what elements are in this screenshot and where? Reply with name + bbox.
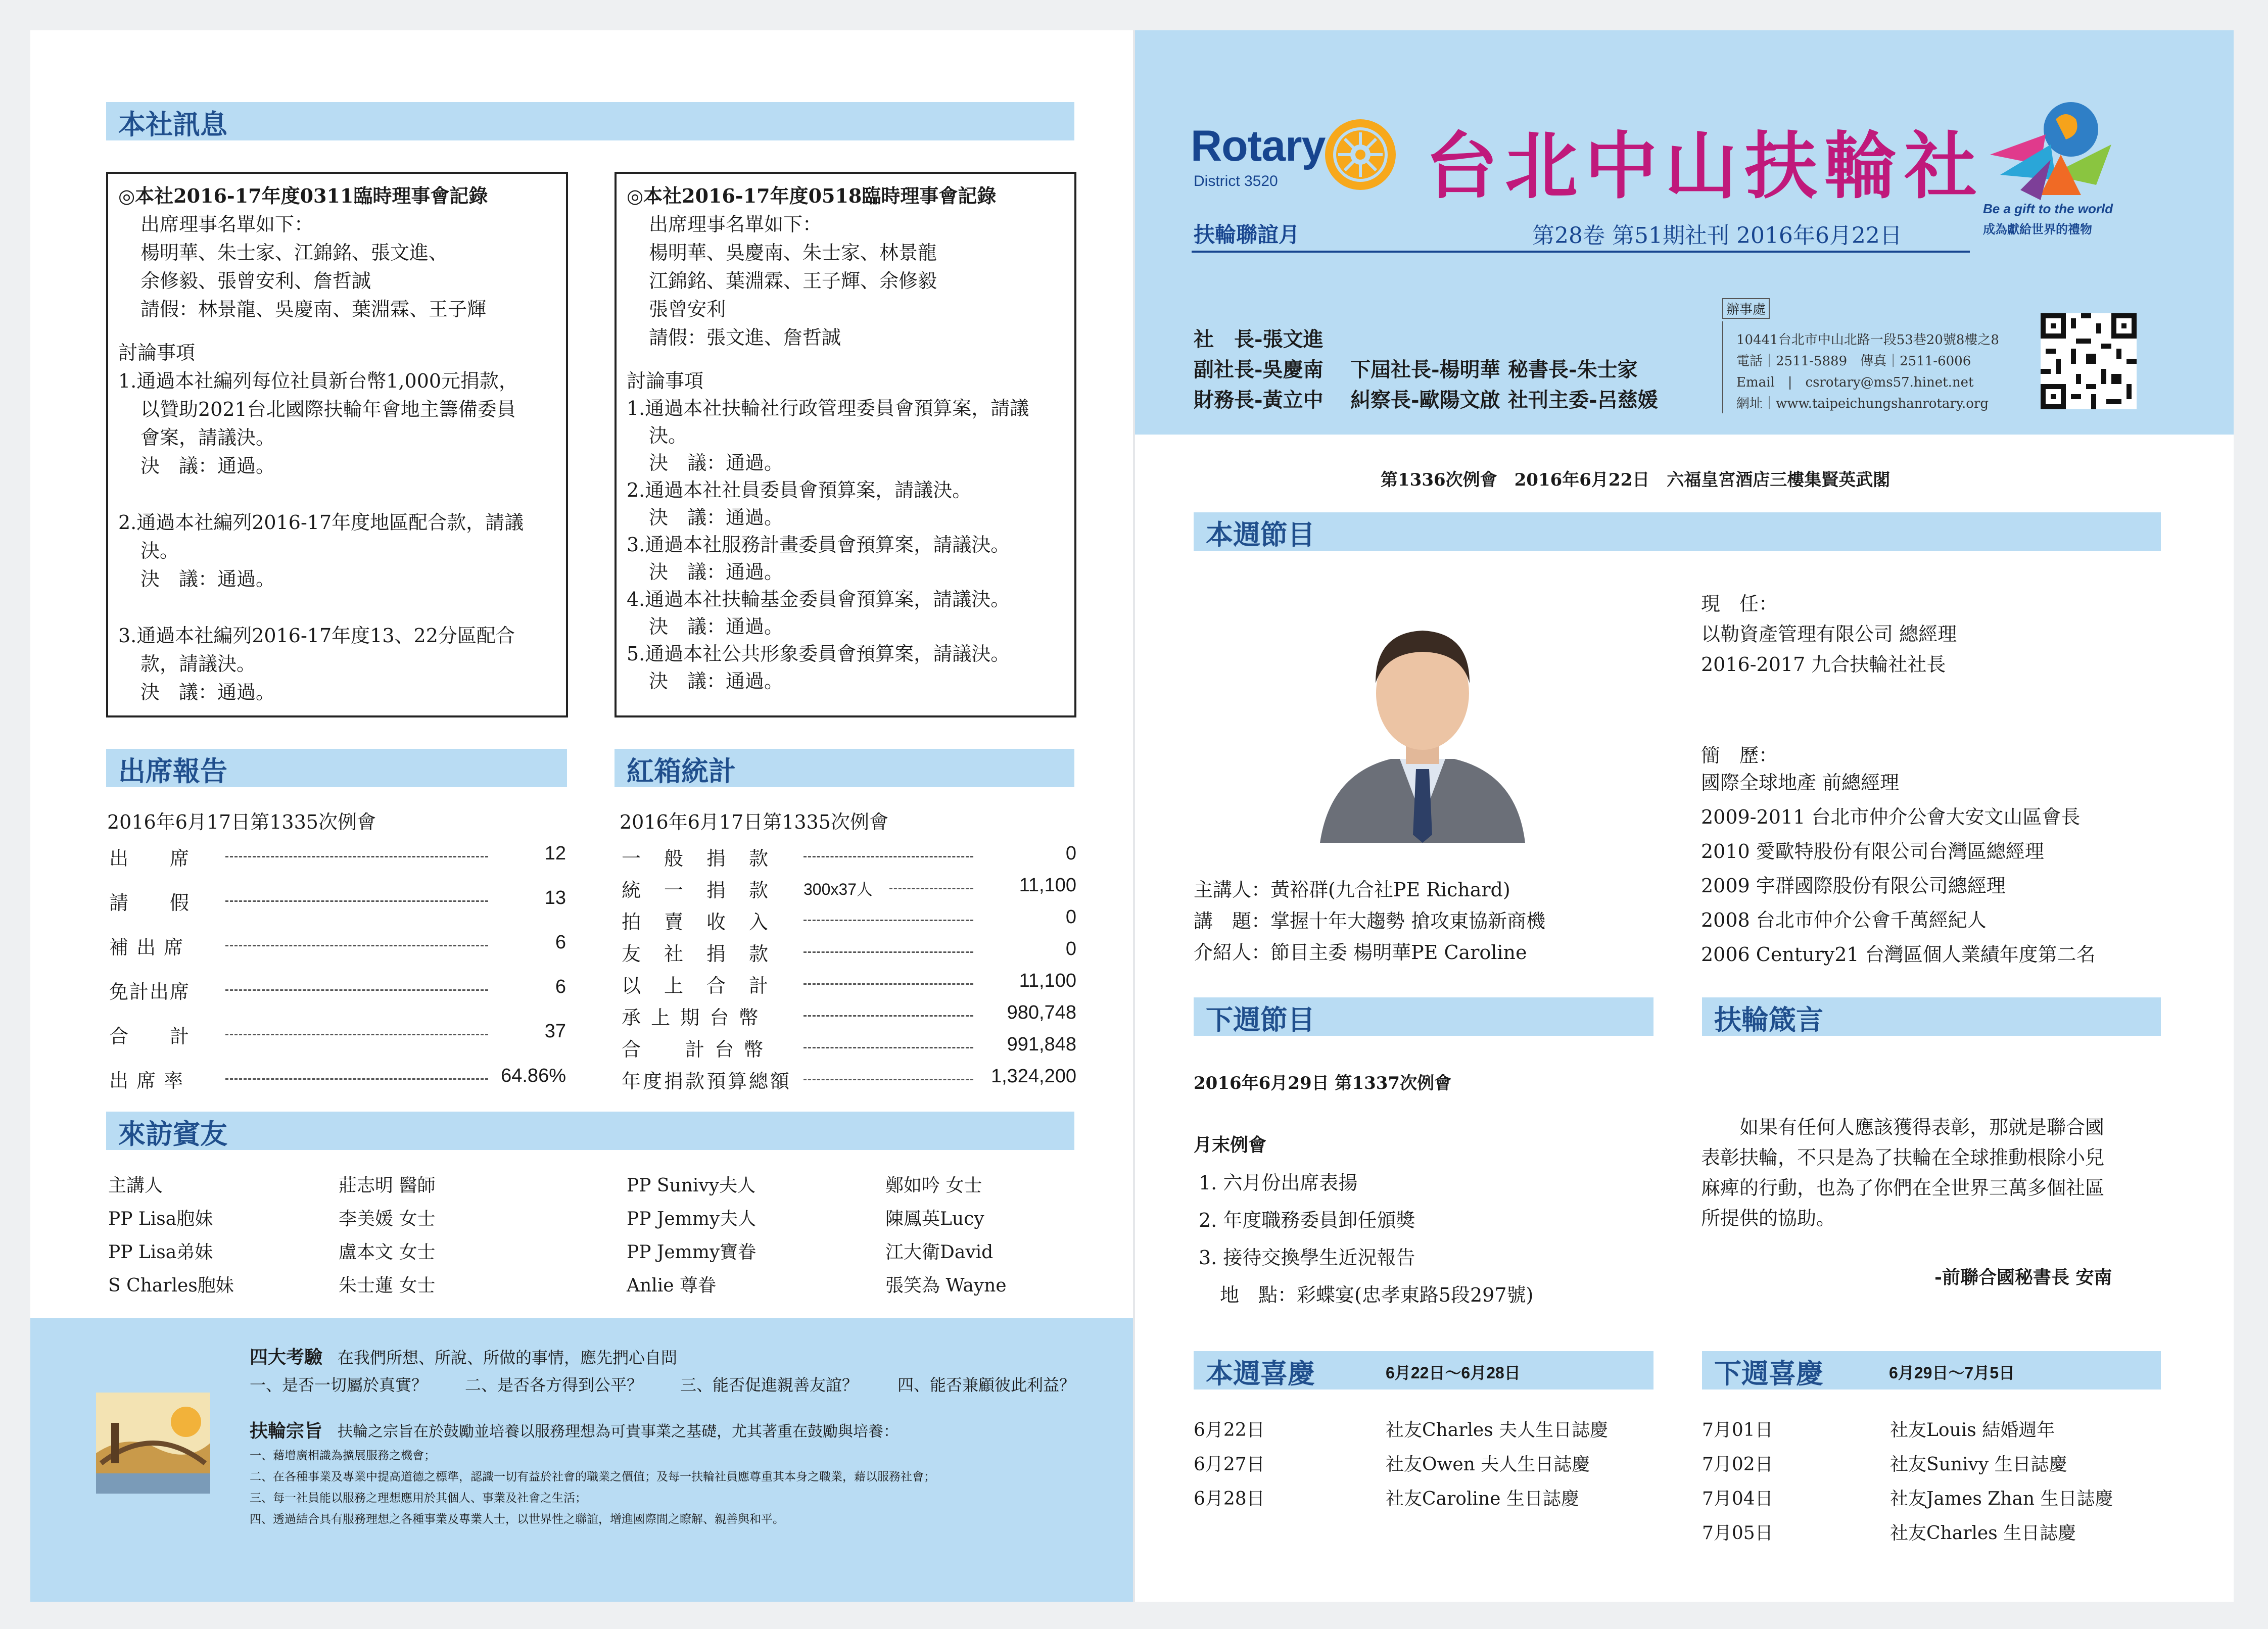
officer-entry: 秘書長-朱士家 bbox=[1508, 358, 1638, 381]
object-item: 一、藉增廣相識為擴展服務之機會； bbox=[250, 1449, 436, 1462]
red-box-meeting: 2016年6月17日第1335次例會 bbox=[620, 811, 888, 833]
guest-name: PP Lisa弟妹 bbox=[108, 1242, 213, 1263]
red-box-value: 980,748 bbox=[1007, 1002, 1076, 1023]
next-place: 地 點：彩蝶宴(忠孝東路5段297號) bbox=[1220, 1284, 1534, 1306]
leader-dots bbox=[889, 888, 973, 889]
guest-name: 朱士蓮 女士 bbox=[339, 1275, 436, 1296]
section-title: 本週節目 bbox=[1206, 519, 1315, 551]
agenda-item: 決 議：通過。 bbox=[649, 615, 784, 638]
board-minutes-box-2 bbox=[615, 172, 1076, 717]
quote-line: 所提供的協助。 bbox=[1701, 1207, 1836, 1229]
agenda-item: 決 議：通過。 bbox=[140, 455, 275, 477]
guest-name: PP Lisa胞妹 bbox=[108, 1209, 213, 1229]
red-box-label: 一 般 捐 款 bbox=[622, 847, 771, 870]
speaker-photo bbox=[1315, 582, 1530, 843]
celebration-text: 社友James Zhan 生日誌慶 bbox=[1890, 1489, 2113, 1509]
leader-dots bbox=[804, 983, 973, 985]
agenda-item: 3.通過本社編列2016-17年度13、22分區配合 bbox=[118, 625, 515, 647]
footer-illustration bbox=[96, 1393, 210, 1494]
box-line: 請假：林景龍、吳慶南、葉淵霖、王子輝 bbox=[140, 298, 487, 320]
celebration-range: 6月22日～6月28日 bbox=[1386, 1364, 1521, 1382]
agenda-item: 款，請議決。 bbox=[140, 653, 256, 675]
guest-name: PP Jemmy夫人 bbox=[627, 1209, 757, 1229]
section-title: 紅箱統計 bbox=[627, 755, 736, 787]
club-name: 台北中山扶輪社 bbox=[1425, 124, 1984, 209]
attendance-value: 37 bbox=[544, 1021, 566, 1042]
page-gutter-left bbox=[0, 0, 30, 1629]
celebration-date: 7月01日 bbox=[1702, 1420, 1773, 1441]
attendance-label: 請 假 bbox=[109, 892, 191, 914]
box-line: 楊明華、吳慶南、朱士家、林景龍 bbox=[649, 242, 937, 264]
celebration-text: 社友Louis 結婚週年 bbox=[1890, 1420, 2055, 1441]
box-line: 余修毅、張曾安利、詹哲誠 bbox=[140, 270, 371, 292]
quote-line: 麻痺的行動，也為了你們在全世界三萬多個社區 bbox=[1701, 1177, 2105, 1199]
officer-entry: 下屆社長-楊明華 bbox=[1350, 358, 1500, 381]
agenda-item: 4.通過本社扶輪基金委員會預算案，請議決。 bbox=[627, 588, 1010, 610]
red-box-label: 拍 賣 收 入 bbox=[622, 911, 771, 933]
celebration-date: 7月05日 bbox=[1702, 1523, 1773, 1544]
red-box-value: 11,100 bbox=[1019, 970, 1076, 991]
current-role: 以勒資產管理有限公司 總經理 bbox=[1701, 623, 1957, 645]
rotary-wordmark: Rotary bbox=[1191, 122, 1326, 170]
bio-title: 簡 歷： bbox=[1701, 744, 1778, 766]
guest-name: 張笑為 Wayne bbox=[885, 1275, 1007, 1296]
box-line: 江錦銘、葉淵霖、王子輝、余修毅 bbox=[649, 270, 937, 292]
celebration-text: 社友Charles 生日誌慶 bbox=[1890, 1523, 2076, 1544]
agenda-item: 2.通過本社編列2016-17年度地區配合款，請議 bbox=[118, 511, 524, 534]
section-quote bbox=[1702, 997, 2161, 1036]
bio-line: 2009-2011 台北市仲介公會大安文山區會長 bbox=[1701, 806, 2081, 828]
object-item: 四、透過結合具有服務理想之各種事業及專業人士，以世界性之聯誼，增進國際間之瞭解、親善與和平。 bbox=[250, 1513, 784, 1526]
guest-name: 主講人 bbox=[108, 1175, 163, 1196]
agenda-item: 3.通過本社服務計畫委員會預算案，請議決。 bbox=[627, 534, 1010, 556]
red-box-label: 友 社 捐 款 bbox=[622, 943, 771, 965]
red-box-value: 11,100 bbox=[1019, 875, 1076, 896]
four-way-test-title: 四大考驗 bbox=[250, 1347, 323, 1368]
celebration-text: 社友Caroline 生日誌慶 bbox=[1386, 1489, 1579, 1509]
object-of-rotary-intro: 扶輪之宗旨在於鼓勵並培養以服務理想為可貴事業之基礎，尤其著重在鼓勵與培養： bbox=[338, 1423, 899, 1441]
guest-name: 莊志明 醫師 bbox=[339, 1175, 436, 1196]
attendance-value: 13 bbox=[544, 887, 566, 908]
theme-logo-icon bbox=[1990, 99, 2116, 200]
agenda-item: 決 議：通過。 bbox=[649, 670, 784, 692]
red-box-value: 0 bbox=[1065, 906, 1076, 928]
leader-dots bbox=[225, 1078, 488, 1080]
leader-dots bbox=[225, 900, 488, 902]
page-gutter-bottom bbox=[0, 1602, 2268, 1629]
agenda-item: 決 議：通過。 bbox=[649, 452, 784, 474]
agenda-item: 1.通過本社編列每位社員新台幣1,000元捐款， bbox=[118, 370, 518, 392]
red-box-value: 1,324,200 bbox=[990, 1066, 1076, 1087]
office-label: 辦事處 bbox=[1722, 298, 1770, 319]
agenda-item: 5.通過本社公共形象委員會預算案，請議決。 bbox=[627, 643, 1010, 665]
agenda-item: 以贊助2021台北國際扶輪年會地主籌備委員 bbox=[140, 398, 516, 420]
section-program bbox=[1194, 512, 2161, 551]
attendance-label: 補 出 席 bbox=[109, 936, 184, 959]
current-title: 現 任： bbox=[1701, 593, 1778, 615]
red-box-label: 合 計 台 幣 bbox=[622, 1038, 766, 1061]
next-item: 1. 六月份出席表揚 bbox=[1199, 1172, 1358, 1194]
office-bracket bbox=[1722, 321, 1723, 413]
agenda-item: 1.通過本社扶輪社行政管理委員會預算案，請議 bbox=[627, 397, 1029, 419]
section-title: 扶輪箴言 bbox=[1714, 1004, 1823, 1036]
leader-dots bbox=[225, 989, 488, 991]
four-way-item: 三、能否促進親善友誼？ bbox=[680, 1375, 859, 1395]
four-way-item: 二、是否各方得到公平？ bbox=[465, 1375, 643, 1395]
red-box-label: 年度捐款預算總額 bbox=[622, 1070, 792, 1092]
attendance-meeting: 2016年6月17日第1335次例會 bbox=[107, 811, 376, 833]
attendance-label: 免計出席 bbox=[109, 981, 191, 1003]
guest-name: 江大衛David bbox=[885, 1242, 994, 1263]
section-title: 本社訊息 bbox=[118, 109, 227, 140]
next-meeting-date: 2016年6月29日 第1337次例會 bbox=[1194, 1073, 1452, 1093]
bio-line: 2008 台北市仲介公會千萬經紀人 bbox=[1701, 909, 1987, 931]
agenda-item: 會案，請議決。 bbox=[140, 426, 275, 449]
red-box-value: 0 bbox=[1065, 938, 1076, 960]
guest-name: PP Sunivy夫人 bbox=[627, 1175, 756, 1196]
box-line: 請假：張文進、詹哲誠 bbox=[649, 326, 841, 349]
bio-line: 2010 愛歐特股份有限公司台灣區總經理 bbox=[1701, 840, 2044, 863]
section-title: 本週喜慶 bbox=[1206, 1358, 1315, 1390]
four-way-item: 一、是否一切屬於真實？ bbox=[250, 1375, 428, 1395]
rotary-wheel-icon bbox=[1320, 114, 1401, 195]
attendance-value: 64.86% bbox=[501, 1065, 566, 1086]
current-role: 2016-2017 九合扶輪社社長 bbox=[1701, 653, 1946, 676]
meeting-info: 第1336次例會 2016年6月22日 六福皇宮酒店三樓集賢英武閣 bbox=[1381, 470, 1891, 490]
celebration-date: 6月28日 bbox=[1194, 1489, 1265, 1509]
board-minutes-box-1 bbox=[106, 172, 568, 717]
speaker-portrait bbox=[1315, 582, 1530, 843]
bio-line: 2006 Century21 台灣區個人業績年度第二名 bbox=[1701, 943, 2096, 966]
guest-name: PP Jemmy寶眷 bbox=[627, 1242, 757, 1263]
leader-dots bbox=[225, 856, 488, 857]
celebration-text: 社友Sunivy 生日誌慶 bbox=[1890, 1454, 2067, 1475]
guest-name: S Charles胞妹 bbox=[108, 1275, 234, 1296]
bio-line: 國際全球地產 前總經理 bbox=[1701, 772, 1900, 794]
masthead-rule bbox=[1192, 251, 1970, 253]
agenda-item: 決 議：通過。 bbox=[649, 561, 784, 583]
agenda-item: 決 議：通過。 bbox=[140, 681, 275, 703]
section-next-program bbox=[1194, 997, 1653, 1036]
box-line: 出席理事名單如下： bbox=[649, 213, 822, 235]
section-celebration-next-week bbox=[1702, 1351, 2161, 1390]
officer-entry: 糾察長-歐陽文啟 bbox=[1350, 388, 1500, 412]
topic-line: 講 題：掌握十年大趨勢 搶攻東協新商機 bbox=[1194, 910, 1546, 932]
theme-chinese: 成為獻給世界的禮物 bbox=[1983, 222, 2092, 236]
agenda-item: 決。 bbox=[649, 424, 688, 447]
celebration-date: 6月27日 bbox=[1194, 1454, 1265, 1475]
attendance-value: 6 bbox=[555, 932, 566, 953]
quote-line: 表彰扶輪，不只是為了扶輪在全球推動根除小兒 bbox=[1701, 1146, 2105, 1169]
page-gutter-right bbox=[2234, 0, 2268, 1629]
red-box-label: 以 上 合 計 bbox=[622, 975, 771, 997]
celebration-range: 6月29日～7月5日 bbox=[1889, 1364, 2015, 1382]
box-line: 楊明華、朱士家、江錦銘、張文進、 bbox=[140, 242, 448, 264]
agenda-item: 決。 bbox=[140, 540, 179, 562]
leader-dots bbox=[804, 1015, 973, 1017]
section-title: 下週節目 bbox=[1206, 1004, 1315, 1036]
agenda-item: 決 議：通過。 bbox=[649, 506, 784, 529]
section-title: 來訪賓友 bbox=[118, 1118, 227, 1150]
officer-entry: 財務長-黃立中 bbox=[1194, 388, 1324, 412]
leader-dots bbox=[804, 1047, 973, 1048]
red-box-value: 991,848 bbox=[1007, 1034, 1076, 1055]
attendance-value: 6 bbox=[555, 976, 566, 997]
agenda-item: 2.通過本社社員委員會預算案，請議決。 bbox=[627, 479, 972, 501]
section-red-box bbox=[615, 749, 1074, 787]
attendance-label: 合 計 bbox=[109, 1025, 191, 1047]
four-way-item: 四、能否兼顧彼此利益？ bbox=[897, 1375, 1076, 1395]
section-club-news bbox=[106, 102, 1074, 140]
red-box-value: 0 bbox=[1065, 843, 1076, 864]
issue-info: 第28卷 第51期社刊 2016年6月22日 bbox=[1532, 223, 1902, 249]
celebration-date: 6月22日 bbox=[1194, 1420, 1265, 1441]
bio-line: 2009 宇群國際股份有限公司總經理 bbox=[1701, 875, 2006, 897]
red-box-label: 統 一 捐 款 bbox=[622, 879, 771, 901]
agenda-title: 討論事項 bbox=[627, 370, 704, 392]
section-celebration-this-week bbox=[1194, 1351, 1653, 1390]
theme-english: Be a gift to the world bbox=[1983, 201, 2113, 216]
section-title: 下週喜慶 bbox=[1714, 1358, 1823, 1390]
leader-dots bbox=[804, 920, 973, 921]
red-box-note: 300x37人 bbox=[804, 880, 873, 898]
box-heading: ◎本社2016-17年度0518臨時理事會記錄 bbox=[627, 184, 997, 207]
celebration-date: 7月02日 bbox=[1702, 1454, 1773, 1475]
month-theme: 扶輪聯誼月 bbox=[1194, 222, 1300, 247]
landscape-image bbox=[96, 1393, 210, 1494]
office-address: 10441台北市中山北路一段53巷20號8樓之8 bbox=[1736, 332, 1999, 348]
speaker-line: 主講人：黃裕群(九合社PE Richard) bbox=[1194, 879, 1510, 901]
office-email: Email | csrotary@ms57.hinet.net bbox=[1736, 375, 1974, 390]
agenda-title: 討論事項 bbox=[118, 342, 196, 364]
quote-line: 如果有任何人應該獲得表彰，那就是聯合國 bbox=[1701, 1116, 2105, 1138]
office-website: 網址｜www.taipeichungshanrotary.org bbox=[1736, 396, 1989, 411]
attendance-label: 出 席 率 bbox=[109, 1070, 184, 1092]
attendance-label: 出 席 bbox=[109, 847, 191, 870]
four-way-test-intro: 在我們所想、所說、所做的事情，應先捫心自問 bbox=[338, 1348, 678, 1367]
office-phone: 電話｜2511-5889 傳真｜2511-6006 bbox=[1736, 354, 1971, 369]
celebration-text: 社友Owen 夫人生日誌慶 bbox=[1386, 1454, 1590, 1475]
officer-entry: 社 長-張文進 bbox=[1194, 327, 1324, 351]
celebration-text: 社友Charles 夫人生日誌慶 bbox=[1386, 1420, 1609, 1441]
agenda-item: 決 議：通過。 bbox=[140, 568, 275, 590]
guest-name: 盧本文 女士 bbox=[339, 1242, 436, 1263]
quote-author: -前聯合國秘書長 安南 bbox=[1934, 1267, 2112, 1288]
guest-name: Anlie 尊眷 bbox=[627, 1275, 716, 1296]
leader-dots bbox=[225, 1034, 488, 1035]
object-of-rotary-title: 扶輪宗旨 bbox=[250, 1420, 323, 1442]
next-item: 2. 年度職務委員卸任頒獎 bbox=[1199, 1209, 1415, 1231]
page-gutter-top bbox=[0, 0, 2268, 30]
red-box-label: 承 上 期 台 幣 bbox=[622, 1007, 761, 1029]
object-item: 三、每一社員能以服務之理想應用於其個人、事業及社會之生活； bbox=[250, 1492, 587, 1505]
leader-dots bbox=[225, 945, 488, 946]
qr-code-icon bbox=[2041, 313, 2137, 409]
object-item: 二、在各種事業及專業中提高道德之標準，認識一切有益於社會的職業之價值；及每一扶輪社員應尊重其本身之職業，藉以服務社會； bbox=[250, 1470, 935, 1483]
guest-name: 李美媛 女士 bbox=[339, 1209, 436, 1229]
box-line: 張曾安利 bbox=[649, 298, 726, 320]
officer-entry: 社刊主委-呂慈媛 bbox=[1508, 388, 1658, 412]
celebration-date: 7月04日 bbox=[1702, 1489, 1773, 1509]
next-item: 3. 接待交換學生近況報告 bbox=[1199, 1247, 1415, 1269]
guest-name: 陳鳳英Lucy bbox=[885, 1209, 984, 1229]
box-line: 出席理事名單如下： bbox=[140, 213, 314, 235]
leader-dots bbox=[804, 856, 973, 857]
district-label: District 3520 bbox=[1194, 173, 1278, 189]
section-guests bbox=[106, 1112, 1074, 1150]
next-subtitle: 月末例會 bbox=[1194, 1134, 1267, 1156]
section-attendance bbox=[106, 749, 567, 787]
section-title: 出席報告 bbox=[118, 755, 227, 787]
attendance-value: 12 bbox=[544, 843, 566, 864]
guest-name: 鄭如吟 女士 bbox=[885, 1175, 982, 1196]
leader-dots bbox=[804, 1079, 973, 1080]
introducer-line: 介紹人：節目主委 楊明華PE Caroline bbox=[1194, 941, 1527, 964]
officer-entry: 副社長-吳慶南 bbox=[1194, 358, 1324, 381]
box-heading: ◎本社2016-17年度0311臨時理事會記錄 bbox=[118, 184, 488, 207]
leader-dots bbox=[804, 951, 973, 953]
